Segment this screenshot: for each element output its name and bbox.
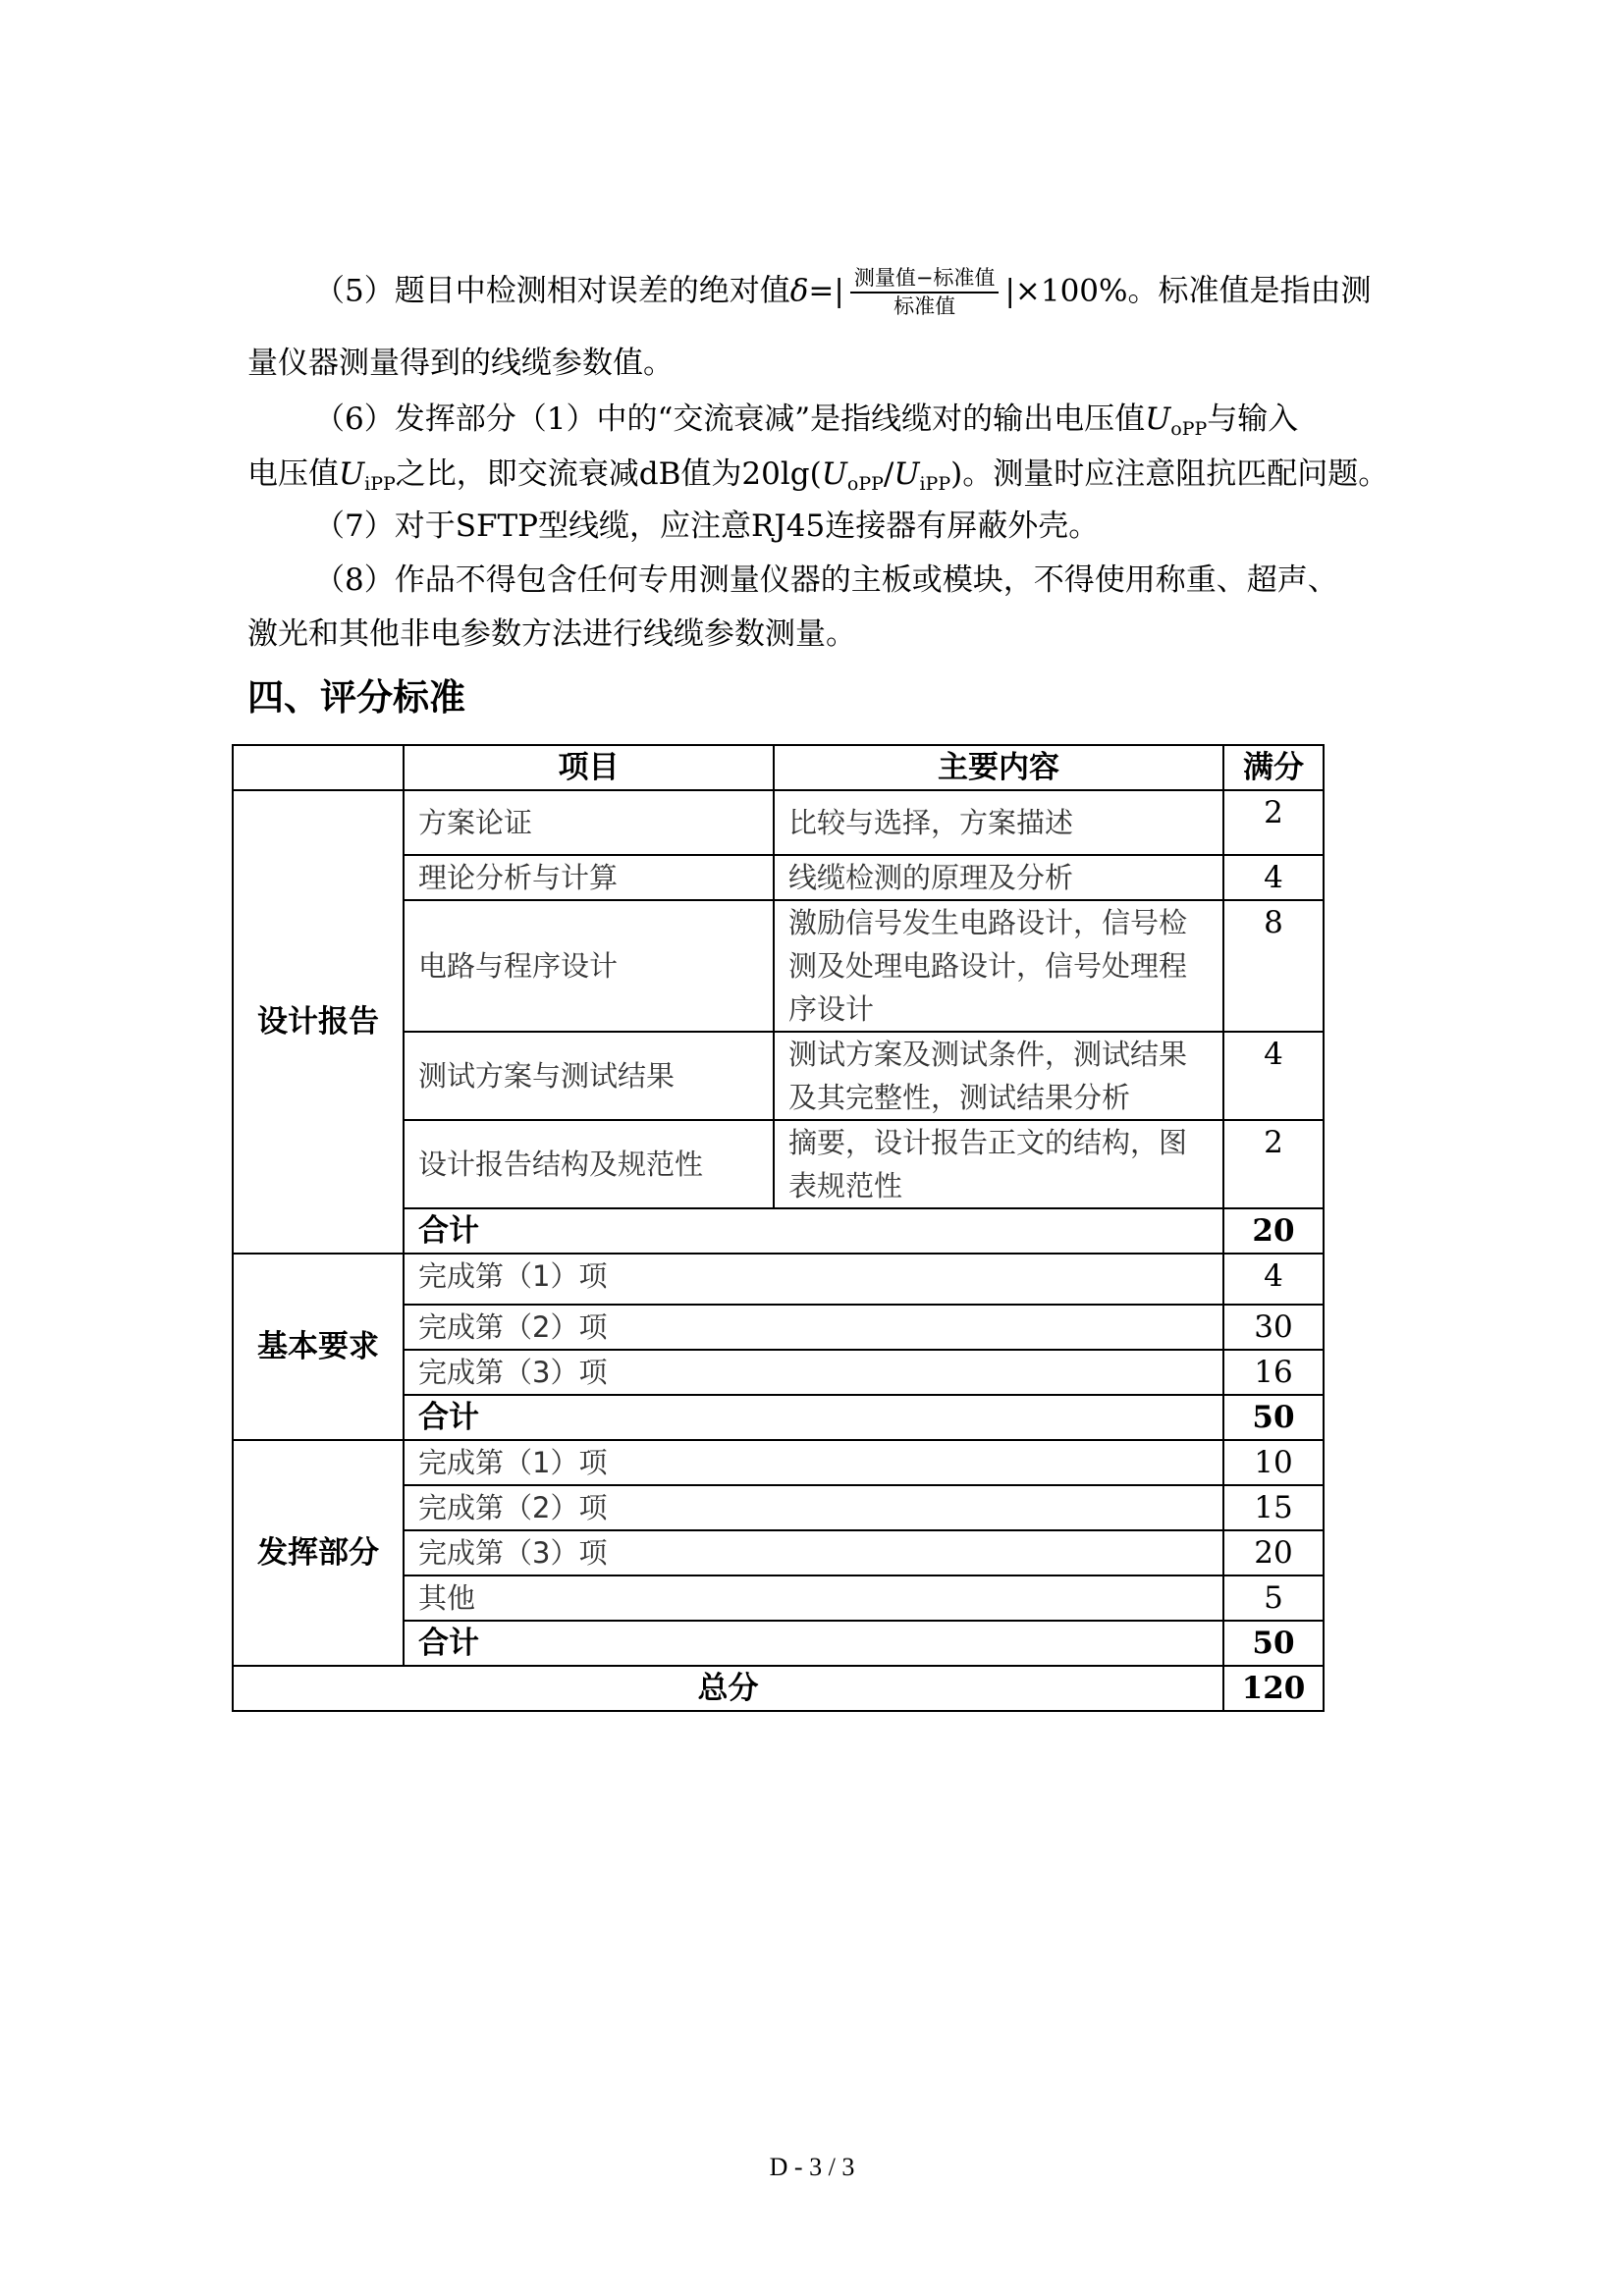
row-score: 15 (1223, 1485, 1324, 1530)
grand-total-label: 总分 (233, 1666, 1223, 1711)
note-5-line-2: 量仪器测量得到的线缆参数值。 (247, 346, 674, 381)
row-score: 4 (1223, 855, 1324, 900)
row-item: 测试方案与测试结果 (404, 1032, 774, 1120)
row-item: 完成第（1）项 (404, 1440, 1223, 1485)
relative-error-fraction: $\frac{\text{测量值−标准值}}{\text{标准值}}$ (850, 265, 1000, 320)
group-label-extended: 发挥部分 (233, 1440, 404, 1666)
scoring-table (232, 744, 1325, 1712)
row-item: 完成第（3）项 (404, 1350, 1223, 1395)
header-content: 主要内容 (774, 745, 1223, 790)
row-item: 设计报告结构及规范性 (404, 1120, 774, 1208)
row-content: 激励信号发生电路设计，信号检测及处理电路设计，信号处理程序设计 (774, 900, 1223, 1032)
section-heading: 四、评分标准 (247, 675, 465, 719)
subtotal-label: 合计 (404, 1621, 1223, 1666)
subtotal-score: 50 (1223, 1395, 1324, 1440)
row-score: 4 (1223, 1254, 1324, 1305)
grand-total-score: 120 (1223, 1666, 1324, 1711)
header-blank-cell (233, 745, 404, 790)
subtotal-label: 合计 (404, 1395, 1223, 1440)
table-row (233, 1254, 1324, 1305)
row-score: 8 (1223, 900, 1324, 1032)
note-7: （7）对于SFTP型线缆，应注意RJ45连接器有屏蔽外壳。 (314, 508, 1100, 544)
row-content: 比较与选择，方案描述 (774, 790, 1223, 855)
row-score: 2 (1223, 790, 1324, 855)
note-8-line-2: 激光和其他非电参数方法进行线缆参数测量。 (247, 616, 856, 652)
grand-total-row (233, 1666, 1324, 1711)
subtotal-score: 50 (1223, 1621, 1324, 1666)
group-label-basic: 基本要求 (233, 1254, 404, 1440)
row-score: 2 (1223, 1120, 1324, 1208)
row-score: 30 (1223, 1305, 1324, 1350)
table-header-row (233, 745, 1324, 790)
row-content: 测试方案及测试条件，测试结果及其完整性，测试结果分析 (774, 1032, 1223, 1120)
row-item: 完成第（1）项 (404, 1254, 1223, 1305)
row-score: 10 (1223, 1440, 1324, 1485)
row-item: 完成第（2）项 (404, 1485, 1223, 1530)
row-content: 线缆检测的原理及分析 (774, 855, 1223, 900)
row-score: 5 (1223, 1575, 1324, 1621)
subtotal-score: 20 (1223, 1208, 1324, 1254)
row-item: 方案论证 (404, 790, 774, 855)
page-number: D - 3 / 3 (769, 2153, 855, 2181)
row-score: 16 (1223, 1350, 1324, 1395)
header-item: 项目 (404, 745, 774, 790)
subtotal-label: 合计 (404, 1208, 1223, 1254)
row-item: 完成第（3）项 (404, 1530, 1223, 1575)
note-6-line-2: 电压值$U_{iPP}$之比，即交流衰减dB值为$20\lg(U_{oPP}/U_{iPP})$。测量时应注意阻抗匹配问题。 (247, 456, 1389, 495)
row-item: 其他 (404, 1575, 1223, 1621)
row-score: 20 (1223, 1530, 1324, 1575)
row-content: 摘要，设计报告正文的结构，图表规范性 (774, 1120, 1223, 1208)
group-label-design: 设计报告 (233, 790, 404, 1254)
note-5-line-1: （5）题目中检测相对误差的绝对值δ=| $\frac{\text{测量值−标准值}}{\text{标准值}}$ |×100%。标准值是指由测 (314, 266, 1372, 318)
row-item: 电路与程序设计 (404, 900, 774, 1032)
note-8-line-1: （8）作品不得包含任何专用测量仪器的主板或模块，不得使用称重、超声、 (314, 562, 1338, 598)
row-item: 理论分析与计算 (404, 855, 774, 900)
header-score: 满分 (1223, 745, 1324, 790)
table-row (233, 1440, 1324, 1485)
row-item: 完成第（2）项 (404, 1305, 1223, 1350)
table-row (233, 790, 1324, 855)
row-score: 4 (1223, 1032, 1324, 1120)
note-6-line-1: （6）发挥部分（1）中的“交流衰减”是指线缆对的输出电压值$U_{oPP}$与输入 (314, 401, 1299, 440)
